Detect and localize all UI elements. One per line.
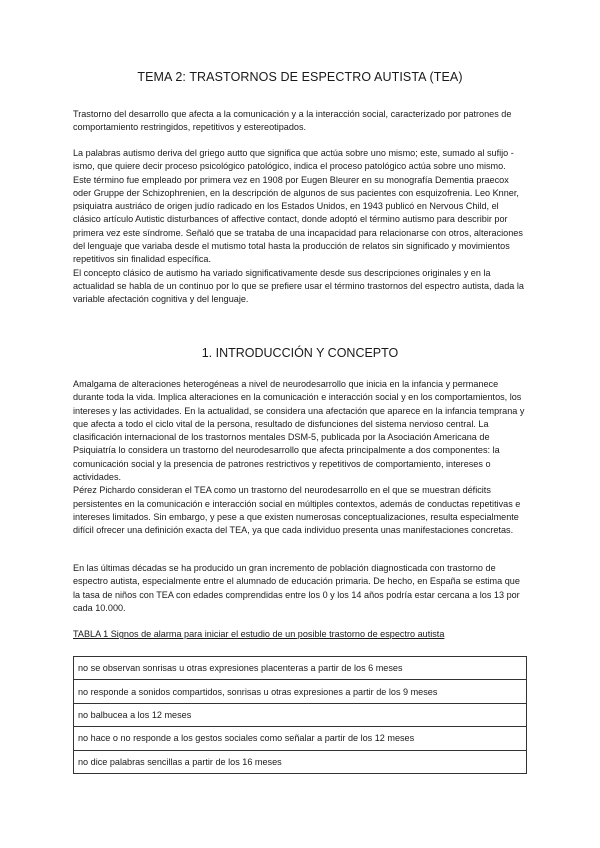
table-row bbox=[74, 680, 527, 703]
table-caption: TABLA 1 Signos de alarma para iniciar el estudio de un posible trastorno de espectro autista bbox=[73, 629, 445, 639]
section-heading: 1. INTRODUCCIÓN Y CONCEPTO bbox=[201, 346, 399, 360]
table-cell: no responde a sonidos compartidos, sonrisas u otras expresiones a partir de los 9 meses bbox=[74, 680, 527, 703]
alarm-signs-table bbox=[73, 656, 527, 774]
table-cell: no balbucea a los 12 meses bbox=[74, 703, 527, 726]
table-cell: no dice palabras sencillas a partir de los 16 meses bbox=[74, 750, 527, 773]
table-row bbox=[74, 657, 527, 680]
table-row bbox=[74, 703, 527, 726]
document-title: TEMA 2: TRASTORNOS DE ESPECTRO AUTISTA (TEA) bbox=[137, 70, 463, 84]
definition-paragraph: Trastorno del desarrollo que afecta a la comunicación y a la interacción social, caracterizado por patrones de comportamiento restringidos, repetitivos y estereotipados. bbox=[73, 109, 512, 133]
table-row bbox=[74, 727, 527, 750]
table-cell: no se observan sonrisas u otras expresiones placenteras a partir de los 6 meses bbox=[74, 657, 527, 680]
table-row bbox=[74, 750, 527, 773]
prevalence-paragraph: En las últimas décadas se ha producido un gran incremento de población diagnosticada con trastorno de espectro autista, especialmente entre el alumnado de educación primaria. De hecho, en España se estima que la tasa de niños con TEA con edades comprendidas entre los 0 y los 14 años podría estar cercana a los 13 por cada 10.000. bbox=[73, 563, 520, 613]
section-paragraph: Amalgama de alteraciones heterogéneas a nivel de neurodesarrollo que inicia en la infancia y permanece durante toda la vida. Implica alteraciones en la comunicación e interacción social y en los comportamientos, los intereses y las actividades. En la actualidad, se considera una afectación que aparece en la infancia temprana y que afecta a todo el ciclo vital de la persona, resultado de disfunciones del sistema nervioso central. La clasificación internacional de los trastornos mentales DSM-5, publicada por la Asociación Americana de Psiquiatría lo considera un trastorno del neurodesarrollo que afecta principalmente a dos componentes: la comunicación social y la presencia de patrones restrictivos y repetitivos de comportamiento, intereses o actividades. Pérez Pichardo consideran el TEA como un trastorno del neurodesarrollo en el que se muestran déficits persistentes en la comunicación e interacción social en múltiples contextos, además de conductas repetitivas e intereses limitados. Sin embargo, y pese a que existen numerosas conceptualizaciones, resulta especialmente difícil ofrecer una definición exacta del TEA, ya que cada individuo presenta unas manifestaciones concretas. bbox=[73, 379, 525, 536]
etymology-paragraph: La palabras autismo deriva del griego autto que significa que actúa sobre uno mismo; este, sumado al sufijo -ismo, que quiere decir proceso psicológico patológico, indica el proceso patológico actúa sobre uno mismo. Este término fue empleado por primera vez en 1908 por Eugen Bleurer en su monografía Dementia praecox oder Gruppe der Schizophrenien, en la descripción de algunos de sus pacientes con esquizofrenia. Leo Knner, psiquiatra austriáco de origen judío radicado en los Estados Unidos, en 1943 publicó en Nervous Child, el clásico artículo Autistic disturbances of affective contact, donde adoptó el término autismo para describir por primera vez este síndrome. Señaló que se trataba de una incapacidad para relacionarse con otros, alteraciones del lenguaje que variaba desde el mutismo total hasta la producción de relatos sin significado y movimientos repetitivos sin finalidad específica. El concepto clásico de autismo ha variado significativamente desde sus descripciones originales y en la actualidad se habla de un continuo por lo que se prefiere usar el término trastornos del espectro autista, dada la variable afectación cognitiva y del lenguaje. bbox=[73, 148, 524, 305]
table-cell: no hace o no responde a los gestos sociales como señalar a partir de los 12 meses bbox=[74, 727, 527, 750]
